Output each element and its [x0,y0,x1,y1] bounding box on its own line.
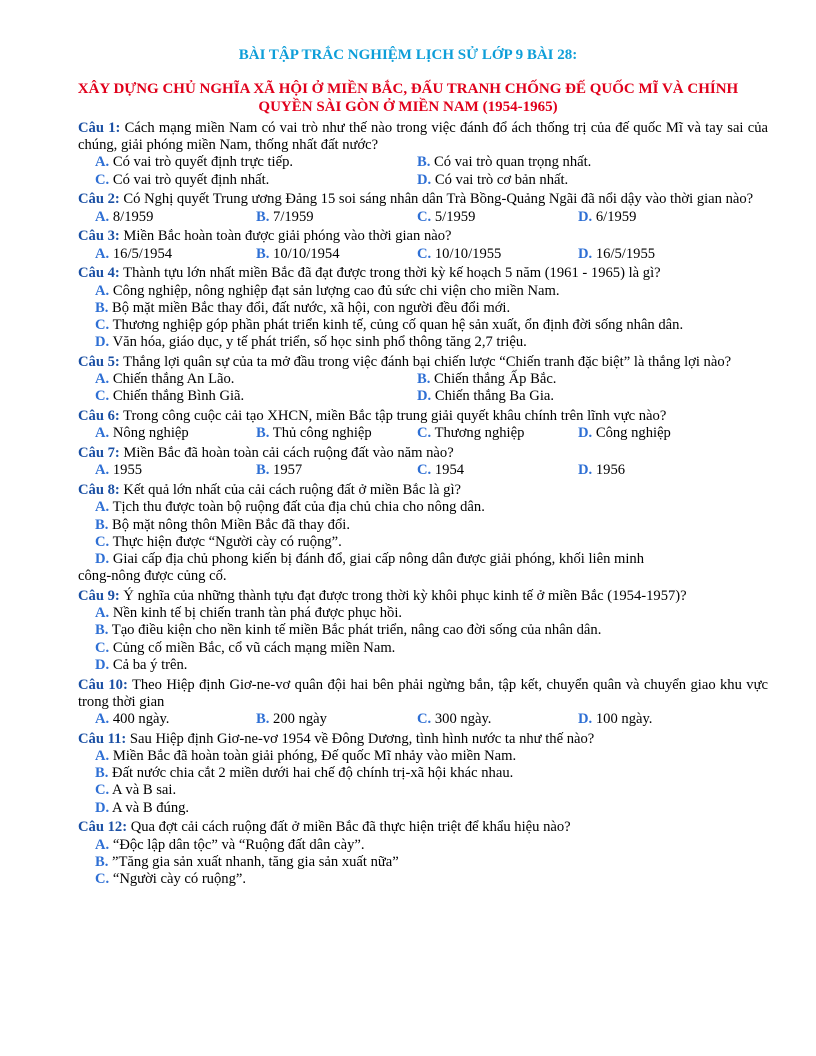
answer-option[interactable] [256,209,417,226]
option-letter: B. [95,516,109,533]
question-text [78,482,768,499]
question-6 [78,408,768,442]
option-row [78,300,768,317]
option-text: Chiến thắng An Lão. [109,371,235,388]
answer-option[interactable] [417,246,578,263]
option-text-continuation: công-nông được củng cố. [78,568,227,585]
option-text: 100 ngày. [592,711,653,728]
question-text [78,191,768,208]
question-body: Cách mạng miền Nam có vai trò như thế nào trong việc đánh đổ ách thống trị của đế quốc Mĩ và tay sai của chúng, giải phóng miền Nam, thống nhất đất nước? [78,120,768,154]
question-number: Câu 3: [78,228,120,245]
option-text: 6/1959 [592,208,637,225]
option-row [78,246,768,263]
option-row [78,517,768,534]
question-9 [78,588,768,674]
answer-option[interactable] [95,711,256,728]
answer-option[interactable] [417,371,739,388]
question-number: Câu 5: [78,354,120,371]
option-letter: D. [95,551,110,568]
answer-option[interactable] [95,172,417,189]
option-text: Thương nghiệp [431,425,525,442]
question-text [78,354,768,371]
option-letter: A. [95,282,110,299]
option-text: Đất nước chia cắt 2 miền dưới hai chế độ chính trị-xã hội khác nhau. [108,765,514,782]
question-3 [78,228,768,262]
answer-option[interactable] [417,425,578,442]
question-number: Câu 2: [78,191,120,208]
option-row [78,837,768,854]
options-list [78,748,768,817]
answer-option[interactable] [95,499,768,516]
option-text: 1957 [269,462,303,479]
option-letter: C. [95,533,110,550]
option-letter: C. [95,171,110,188]
option-text: Có vai trò quan trọng nhất. [430,154,592,171]
option-text: Có vai trò quyết định nhất. [109,171,270,188]
option-letter: D. [578,462,593,479]
option-letter: A. [95,371,110,388]
option-row [78,154,768,171]
option-text: Chiến thắng Ấp Bắc. [430,371,557,388]
option-letter: B. [256,245,270,262]
option-letter: A. [95,245,110,262]
answer-option[interactable] [95,871,768,888]
option-text: 1955 [109,462,143,479]
options-list [78,605,768,674]
question-number: Câu 12: [78,819,128,836]
question-10 [78,677,768,729]
answer-option[interactable] [95,765,768,782]
option-row [78,172,768,189]
option-letter: B. [256,208,270,225]
answer-option[interactable] [95,782,768,799]
answer-option[interactable] [95,800,768,817]
option-text: Có vai trò cơ bản nhất. [431,171,569,188]
answer-option[interactable] [417,154,739,171]
question-text [78,731,768,748]
options-list [78,837,768,889]
option-row [78,854,768,871]
option-letter: C. [417,462,432,479]
option-letter: B. [417,371,431,388]
option-letter: D. [578,425,593,442]
question-2 [78,191,768,225]
option-letter: C. [417,425,432,442]
option-letter: C. [95,871,110,888]
options-list [78,283,768,352]
answer-option[interactable] [95,622,768,639]
answer-option[interactable] [95,246,256,263]
question-body: Ý nghĩa của những thành tựu đạt được trong thời kỳ khôi phục kinh tế ở miền Bắc (1954-1957)? [119,588,687,605]
answer-option[interactable] [95,425,256,442]
option-letter: D. [95,656,110,673]
question-body: Miền Bắc đã hoàn toàn cải cách ruộng đất vào năm nào? [119,445,454,462]
option-letter: C. [417,208,432,225]
option-text: 1954 [431,462,465,479]
option-letter: D. [417,388,432,405]
option-text: Thương nghiệp góp phần phát triển kinh tế, củng cố quan hệ sản xuất, ổn định đời sống nhân dân. [109,317,684,334]
answer-option[interactable] [256,462,417,479]
question-number: Câu 4: [78,265,120,282]
option-row [78,425,768,442]
option-text: Thủ công nghiệp [269,425,372,442]
answer-option[interactable] [95,462,256,479]
answer-option[interactable] [256,425,417,442]
option-row [78,748,768,765]
option-row [78,371,768,388]
option-letter: C. [417,711,432,728]
option-row [78,711,768,728]
question-number: Câu 11: [78,730,127,747]
option-text: Văn hóa, giáo dục, y tế phát triển, số học sinh phổ thông tăng 2,7 triệu. [109,334,527,351]
option-letter: D. [417,171,432,188]
option-text: 16/5/1954 [109,245,173,262]
option-text: 7/1959 [269,208,314,225]
option-row [78,534,768,551]
option-row [78,640,768,657]
option-letter: C. [95,782,110,799]
answer-option[interactable] [578,209,739,226]
answer-option[interactable] [95,283,768,300]
option-text: Giai cấp địa chủ phong kiến bị đánh đổ, giai cấp nông dân được giải phóng, khối liên minh [109,551,645,568]
option-letter: B. [256,711,270,728]
answer-option[interactable] [578,711,739,728]
answer-option[interactable] [95,657,768,674]
option-letter: B. [256,462,270,479]
option-row [78,283,768,300]
option-letter: A. [95,425,110,442]
answer-option[interactable] [95,640,768,657]
option-text: Công nghiệp, nông nghiệp đạt sản lượng cao đủ sức chi viện cho miền Nam. [109,282,560,299]
option-row [78,462,768,479]
option-letter: B. [95,765,109,782]
options-list [78,499,768,585]
option-row [78,782,768,799]
page-subtitle: XÂY DỰNG CHỦ NGHĨA XÃ HỘI Ở MIỀN BẮC, ĐẤU TRANH CHỐNG ĐẾ QUỐC MĨ VÀ CHÍNH QUYỀN SÀI GÒN Ở MIỀN NAM (1954-1965) [77,81,739,115]
option-text: Bộ mặt miền Bắc thay đổi, đất nước, xã hội, con người đều đổi mới. [108,299,511,316]
question-body: Qua đợt cải cách ruộng đất ở miền Bắc đã thực hiện triệt để khẩu hiệu nào? [127,819,571,836]
answer-option[interactable] [95,748,768,765]
option-text: 5/1959 [431,208,476,225]
option-row [78,765,768,782]
question-text [78,120,768,154]
option-text: Thực hiện được “Người cày có ruộng”. [109,533,342,550]
option-letter: B. [95,853,109,870]
question-body: Thắng lợi quân sự của ta mở đầu trong việc đánh bại chiến lược “Chiến tranh đặc biệt” là thắng lợi nào? [119,354,732,371]
answer-option[interactable] [95,517,768,534]
option-text: “Độc lập dân tộc” và “Ruộng đất dân cày”. [109,836,365,853]
answer-option[interactable] [256,246,417,263]
answer-option[interactable] [95,334,768,351]
option-letter: B. [95,622,109,639]
option-row [78,657,768,674]
option-text: Có vai trò quyết định trực tiếp. [109,154,294,171]
option-text: A và B đúng. [109,799,190,816]
question-1 [78,120,768,189]
option-letter: C. [95,639,110,656]
option-letter: D. [578,208,593,225]
option-text: ”Tăng gia sản xuất nhanh, tăng gia sản xuất nữa” [108,853,399,870]
option-letter: D. [578,711,593,728]
option-text: Củng cố miền Bắc, cổ vũ cách mạng miền Nam. [109,639,396,656]
option-letter: B. [417,154,431,171]
option-letter: C. [95,317,110,334]
question-number: Câu 9: [78,588,120,605]
question-number: Câu 10: [78,676,128,693]
option-text: 16/5/1955 [592,245,656,262]
question-number: Câu 1: [78,120,121,136]
answer-option[interactable] [95,300,768,317]
option-row [78,209,768,226]
answer-option[interactable] [417,462,578,479]
option-letter: A. [95,836,110,853]
question-text [78,819,768,836]
answer-option[interactable] [95,317,768,334]
option-letter: A. [95,748,110,765]
answer-option[interactable] [95,371,417,388]
option-text: Miền Bắc đã hoàn toàn giải phóng, Đế quốc Mĩ nhảy vào miền Nam. [109,748,517,765]
option-letter: B. [256,425,270,442]
option-text: 10/10/1955 [431,245,502,262]
answer-option[interactable] [95,551,768,568]
option-letter: C. [417,245,432,262]
question-body: Có Nghị quyết Trung ương Đảng 15 soi sáng nhân dân Trà Bồng-Quảng Ngãi đã nổi dậy vào thời gian nào? [119,191,754,208]
option-text: A và B sai. [109,782,177,799]
option-text: “Người cày có ruộng”. [109,871,246,888]
question-8 [78,482,768,585]
answer-option[interactable] [578,462,739,479]
answer-option[interactable] [95,388,417,405]
answer-option[interactable] [578,425,739,442]
option-text: Bộ mặt nông thôn Miền Bắc đã thay đổi. [108,516,350,533]
option-letter: D. [95,334,110,351]
question-body: Miền Bắc hoàn toàn được giải phóng vào thời gian nào? [119,228,452,245]
option-letter: C. [95,388,110,405]
question-number: Câu 7: [78,445,120,462]
question-text [78,408,768,425]
option-letter: D. [95,799,110,816]
question-text [78,445,768,462]
question-7 [78,445,768,479]
answer-option[interactable] [256,711,417,728]
option-letter: A. [95,499,110,516]
question-5 [78,354,768,406]
answer-option[interactable] [417,711,578,728]
option-letter: B. [95,299,109,316]
question-number: Câu 8: [78,482,120,499]
answer-option[interactable] [95,854,768,871]
option-text: Nông nghiệp [109,425,189,442]
answer-option[interactable] [578,246,739,263]
answer-option[interactable] [417,172,739,189]
option-text: Nền kinh tế bị chiến tranh tàn phá được phục hồi. [109,605,403,622]
question-body: Thành tựu lớn nhất miền Bắc đã đạt được trong thời kỳ kế hoạch 5 năm (1961 - 1965) là gì? [119,265,661,282]
question-number: Câu 6: [78,408,120,425]
page-title: BÀI TẬP TRẮC NGHIỆM LỊCH SỬ LỚP 9 BÀI 28: [238,47,578,63]
answer-option[interactable] [95,209,256,226]
question-list [78,120,768,891]
question-body: Trong công cuộc cải tạo XHCN, miền Bắc tập trung giải quyết khâu chính trên lĩnh vực nào? [119,408,667,425]
option-text: 1956 [592,462,626,479]
option-row [78,871,768,888]
question-body: Kết quả lớn nhất của cải cách ruộng đất ở miền Bắc là gì? [119,482,461,499]
option-text: 8/1959 [109,208,154,225]
option-row [78,551,768,568]
option-text: Tịch thu được toàn bộ ruộng đất của địa chủ chia cho nông dân. [109,499,485,516]
question-body: Theo Hiệp định Giơ-ne-vơ quân đội hai bên phải ngừng bắn, tập kết, chuyển quân và chuyển giao khu vực trong thời gian [78,676,768,710]
option-text: Chiến thắng Bình Giã. [109,388,245,405]
option-text: 400 ngày. [109,711,170,728]
option-row [78,334,768,351]
option-letter: A. [95,462,110,479]
question-body: Sau Hiệp định Giơ-ne-vơ 1954 về Đông Dương, tình hình nước ta như thế nào? [126,730,595,747]
option-row [78,605,768,622]
option-text: 10/10/1954 [269,245,340,262]
answer-option[interactable] [95,837,768,854]
option-letter: A. [95,605,110,622]
answer-option[interactable] [417,388,739,405]
question-text [78,677,768,711]
option-text: Tạo điều kiện cho nền kinh tế miền Bắc phát triển, nâng cao đời sống của nhân dân. [108,622,602,639]
option-letter: A. [95,208,110,225]
question-text [78,588,768,605]
option-row [78,388,768,405]
question-4 [78,265,768,351]
answer-option[interactable] [95,605,768,622]
option-text: 200 ngày [269,711,327,728]
option-row [78,800,768,817]
option-row [78,317,768,334]
option-text: 300 ngày. [431,711,492,728]
question-12 [78,819,768,888]
answer-option[interactable] [95,154,417,171]
option-row [78,622,768,639]
option-letter: A. [95,711,110,728]
question-text [78,265,768,282]
answer-option[interactable] [95,534,768,551]
option-text: Cả ba ý trên. [109,656,188,673]
option-text: Chiến thắng Ba Gia. [431,388,555,405]
question-11 [78,731,768,817]
option-row [78,499,768,516]
answer-option[interactable] [417,209,578,226]
option-text: Công nghiệp [592,425,671,442]
option-letter: A. [95,154,110,171]
option-letter: D. [578,245,593,262]
question-text [78,228,768,245]
